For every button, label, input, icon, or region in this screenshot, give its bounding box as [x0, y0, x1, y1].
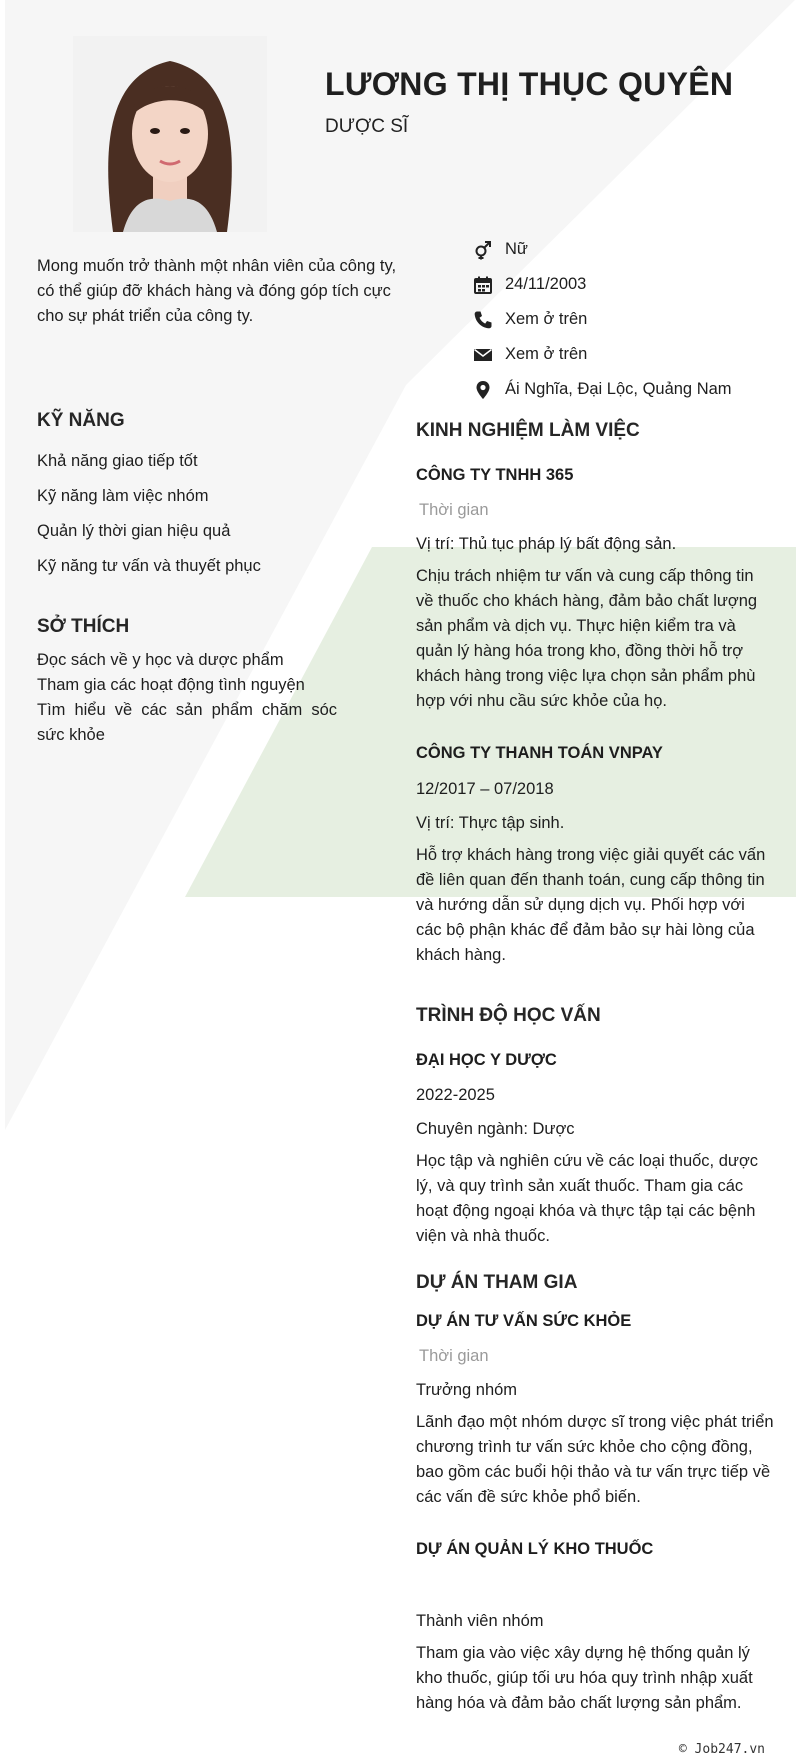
- education-major: Chuyên ngành: Dược: [416, 1120, 575, 1138]
- job-company: CÔNG TY THANH TOÁN VNPAY: [416, 744, 663, 762]
- hobby-item: Đọc sách về y học và dược phẩm: [37, 651, 284, 669]
- address-value: Ái Nghĩa, Đại Lộc, Quảng Nam: [505, 380, 732, 398]
- birthday-value: 24/11/2003: [505, 275, 587, 293]
- project-description: Tham gia vào việc xây dựng hệ thống quản lý kho thuốc, giúp tối ưu hóa quy trình nhập xuất hàng hóa và đảm bảo chất lượng sản phẩm.: [416, 1644, 753, 1712]
- candidate-name: LƯƠNG THỊ THỤC QUYÊN: [325, 66, 734, 102]
- contact-address: [472, 372, 732, 407]
- email-icon: [472, 344, 494, 366]
- footer-watermark: © Job247.vn: [678, 1742, 765, 1757]
- experience-heading: KINH NGHIỆM LÀM VIỆC: [416, 420, 640, 441]
- job-description: Chịu trách nhiệm tư vấn và cung cấp thông tin về thuốc cho khách hàng, đảm bảo chất lượng sản phẩm và dịch vụ. Thực hiện kiểm tra và quản lý hàng hóa trong kho, đồng thời hỗ trợ khách hàng trong việc lựa chọn sản phẩm phù hợp với nhu cầu sức khỏe của họ.: [416, 567, 758, 710]
- skill-item: Khả năng giao tiếp tốt: [37, 452, 198, 470]
- skill-item: Kỹ năng làm việc nhóm: [37, 487, 209, 505]
- gender-icon: [472, 239, 494, 261]
- hobby-item: Tham gia các hoạt động tình nguyện: [37, 676, 305, 694]
- skills-heading: KỸ NĂNG: [37, 410, 125, 431]
- career-objective: Mong muốn trở thành một nhân viên của công ty, có thể giúp đỡ khách hàng và đóng góp tích cực cho sự phát triển của công ty.: [37, 257, 397, 325]
- profile-photo: [73, 36, 267, 232]
- education-heading: TRÌNH ĐỘ HỌC VẤN: [416, 1005, 601, 1026]
- project-name: DỰ ÁN TƯ VẤN SỨC KHỎE: [416, 1312, 632, 1330]
- location-pin-icon: [472, 379, 494, 401]
- hobby-item: Tìm hiểu về các sản phẩm chăm sóc sức khỏe: [37, 701, 337, 744]
- contact-birthday: [472, 267, 732, 302]
- skill-item: Kỹ năng tư vấn và thuyết phục: [37, 557, 261, 575]
- contact-phone: [472, 302, 732, 337]
- project-time: Thời gian: [419, 1347, 489, 1365]
- contact-info: [472, 232, 732, 407]
- gender-value: Nữ: [505, 240, 528, 258]
- project-name: DỰ ÁN QUẢN LÝ KHO THUỐC: [416, 1540, 654, 1558]
- project-role: Thành viên nhóm: [416, 1612, 544, 1630]
- projects-heading: DỰ ÁN THAM GIA: [416, 1272, 578, 1293]
- school-name: ĐẠI HỌC Y DƯỢC: [416, 1051, 557, 1069]
- projects-section: [416, 1272, 776, 1716]
- project-role: Trưởng nhóm: [416, 1381, 518, 1399]
- skills-section: [37, 410, 367, 584]
- experience-section: [416, 420, 776, 968]
- hobbies-section: [37, 616, 337, 748]
- job-description: Hỗ trợ khách hàng trong việc giải quyết các vấn đề liên quan đến thanh toán, cung cấp thông tin và hướng dẫn sử dụng dịch vụ. Phối hợp với các bộ phận khác để đảm bảo sự hài lòng của khách hàng.: [416, 846, 766, 964]
- education-description: Học tập và nghiên cứu về các loại thuốc, dược lý, và quy trình sản xuất thuốc. Tham gia các hoạt động ngoại khóa và thực tập tại các bệnh viện và nhà thuốc.: [416, 1152, 759, 1245]
- email-value[interactable]: Xem ở trên: [505, 345, 588, 363]
- job-position: Vị trí: Thực tập sinh.: [416, 814, 565, 832]
- contact-gender: [472, 232, 732, 267]
- phone-value[interactable]: Xem ở trên: [505, 310, 588, 328]
- job-time: 12/2017 – 07/2018: [416, 780, 554, 798]
- skill-item: Quản lý thời gian hiệu quả: [37, 522, 231, 540]
- job-company: CÔNG TY TNHH 365: [416, 466, 574, 484]
- phone-icon: [472, 309, 494, 331]
- education-section: [416, 1005, 776, 1249]
- job-position: Vị trí: Thủ tục pháp lý bất động sản.: [416, 535, 677, 553]
- education-time: 2022-2025: [416, 1086, 495, 1104]
- contact-email: [472, 337, 732, 372]
- calendar-icon: [472, 274, 494, 296]
- job-time: Thời gian: [419, 501, 489, 519]
- project-description: Lãnh đạo một nhóm dược sĩ trong việc phát triển chương trình tư vấn sức khỏe cho cộng đồng, bao gồm các buổi hội thảo và tư vấn trực tiếp về các vấn đề sức khỏe phổ biến.: [416, 1413, 774, 1506]
- job-title: DƯỢC SĨ: [325, 116, 409, 137]
- hobbies-heading: SỞ THÍCH: [37, 616, 130, 637]
